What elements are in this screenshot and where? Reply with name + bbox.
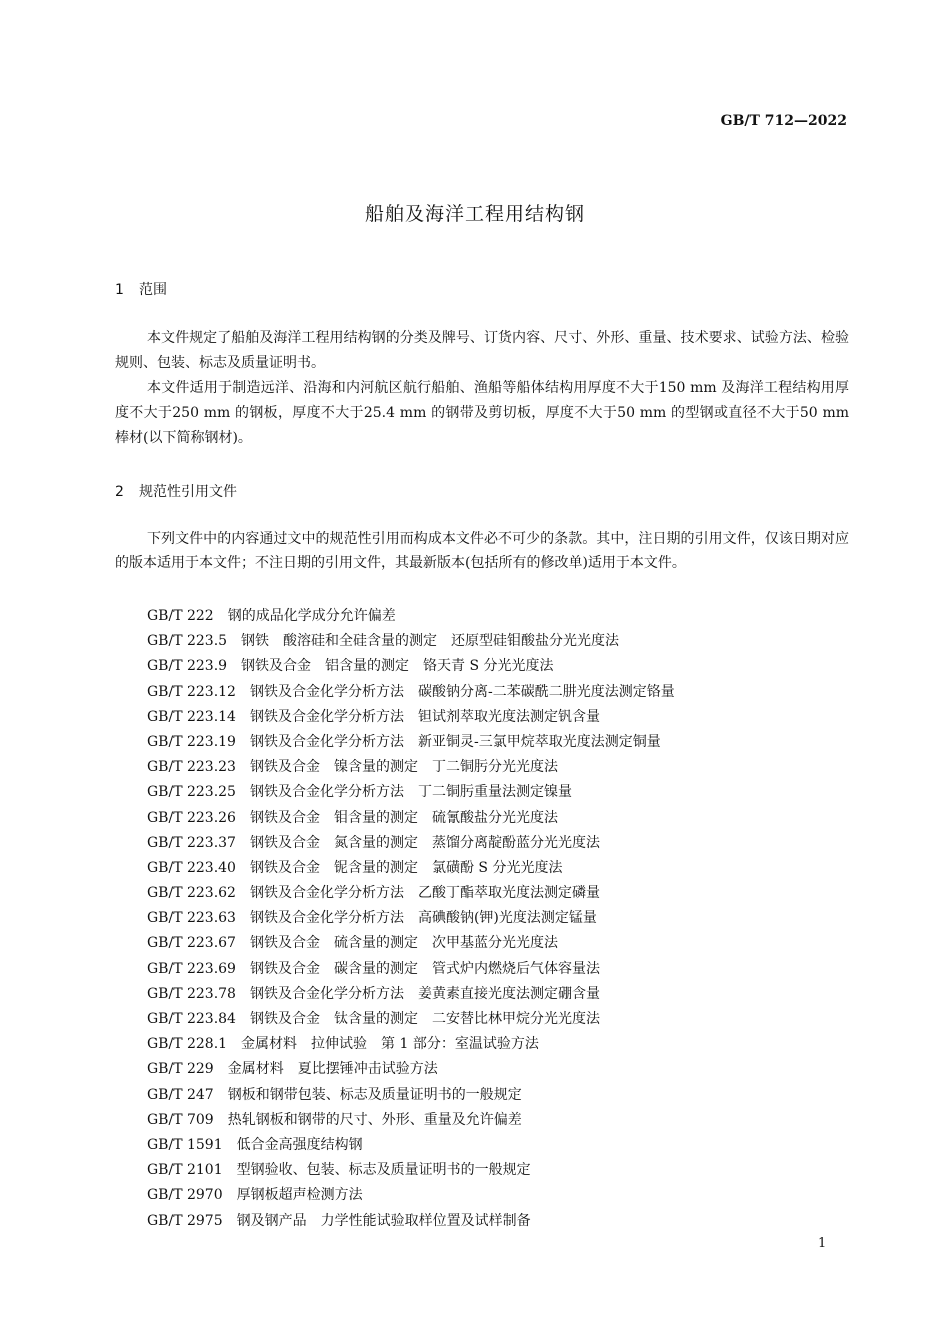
section-number: 2 [115,484,124,500]
section-heading-text: 范围 [139,282,167,298]
reference-item: GB/T 223.23 钢铁及合金 镍含量的测定 丁二铜肟分光光度法 [147,759,558,776]
reference-item: GB/T 223.69 钢铁及合金 碳含量的测定 管式炉内燃烧后气体容量法 [147,960,600,977]
paragraph: 下列文件中的内容通过文中的规范性引用而构成本文件必不可少的条款。其中，注日期的引用文件，仅该日期对应的版本适用于本文件；不注日期的引用文件，其最新版本(包括所有的修改单)适用于本文件。 [115,531,849,571]
section-1-heading [115,279,167,299]
reference-list [147,604,675,1234]
page-number: 1 [818,1236,827,1251]
paragraph: 本文件适用于制造远洋、沿海和内河航区航行船舶、渔船等船体结构用厚度不大于150 mm 及海洋工程结构用厚度不大于250 mm 的钢板，厚度不大于25.4 mm 的钢带及剪切板，厚度不大于50 mm 的型钢或直径不大于50 mm 棒材(以下简称钢材)。 [115,380,849,446]
section-2-heading [115,481,237,501]
reference-item: GB/T 223.14 钢铁及合金化学分析方法 钽试剂萃取光度法测定钒含量 [147,708,600,725]
reference-item: GB/T 223.5 钢铁 酸溶硅和全硅含量的测定 还原型硅钼酸盐分光光度法 [147,633,620,650]
reference-item: GB/T 223.19 钢铁及合金化学分析方法 新亚铜灵-三氯甲烷萃取光度法测定铜量 [147,733,661,750]
reference-item: GB/T 1591 低合金高强度结构钢 [147,1136,363,1153]
reference-item: GB/T 223.78 钢铁及合金化学分析方法 姜黄素直接光度法测定硼含量 [147,985,600,1002]
reference-item: GB/T 709 热轧钢板和钢带的尺寸、外形、重量及允许偏差 [147,1111,522,1128]
reference-item: GB/T 223.40 钢铁及合金 铌含量的测定 氯磺酚 S 分光光度法 [147,859,563,876]
reference-item: GB/T 229 金属材料 夏比摆锤冲击试验方法 [147,1061,438,1078]
page-title: 船舶及海洋工程用结构钢 [364,203,585,225]
reference-item: GB/T 228.1 金属材料 拉伸试验 第 1 部分：室温试验方法 [147,1036,539,1053]
paragraph: 本文件规定了船舶及海洋工程用结构钢的分类及牌号、订货内容、尺寸、外形、重量、技术要求、试验方法、检验规则、包装、标志及质量证明书。 [115,330,849,371]
reference-item: GB/T 223.63 钢铁及合金化学分析方法 高碘酸钠(钾)光度法测定锰量 [147,910,597,927]
reference-item: GB/T 223.25 钢铁及合金化学分析方法 丁二铜肟重量法测定镍量 [147,784,572,801]
section-number: 1 [115,282,124,298]
reference-item: GB/T 223.37 钢铁及合金 氮含量的测定 蒸馏分离靛酚蓝分光光度法 [147,834,600,851]
reference-item: GB/T 223.84 钢铁及合金 钛含量的测定 二安替比林甲烷分光光度法 [147,1011,600,1027]
reference-item: GB/T 2101 型钢验收、包装、标志及质量证明书的一般规定 [147,1162,531,1179]
document-code: GB/T 712—2022 [720,113,847,129]
reference-item: GB/T 2970 厚钢板超声检测方法 [147,1187,363,1204]
reference-item: GB/T 2975 钢及钢产品 力学性能试验取样位置及试样制备 [147,1212,531,1229]
reference-item: GB/T 223.12 钢铁及合金化学分析方法 碳酸钠分离-二苯碳酰二肼光度法测定铬量 [147,683,675,700]
reference-item: GB/T 222 钢的成品化学成分允许偏差 [147,608,396,624]
reference-item: GB/T 223.9 钢铁及合金 铝含量的测定 铬天青 S 分光光度法 [147,658,554,675]
reference-item: GB/T 247 钢板和钢带包装、标志及质量证明书的一般规定 [147,1086,522,1103]
section-heading-text: 规范性引用文件 [139,484,237,500]
reference-item: GB/T 223.62 钢铁及合金化学分析方法 乙酸丁酯萃取光度法测定磷量 [147,885,600,902]
reference-item: GB/T 223.26 钢铁及合金 钼含量的测定 硫氰酸盐分光光度法 [147,809,558,826]
reference-item: GB/T 223.67 钢铁及合金 硫含量的测定 次甲基蓝分光光度法 [147,935,558,952]
